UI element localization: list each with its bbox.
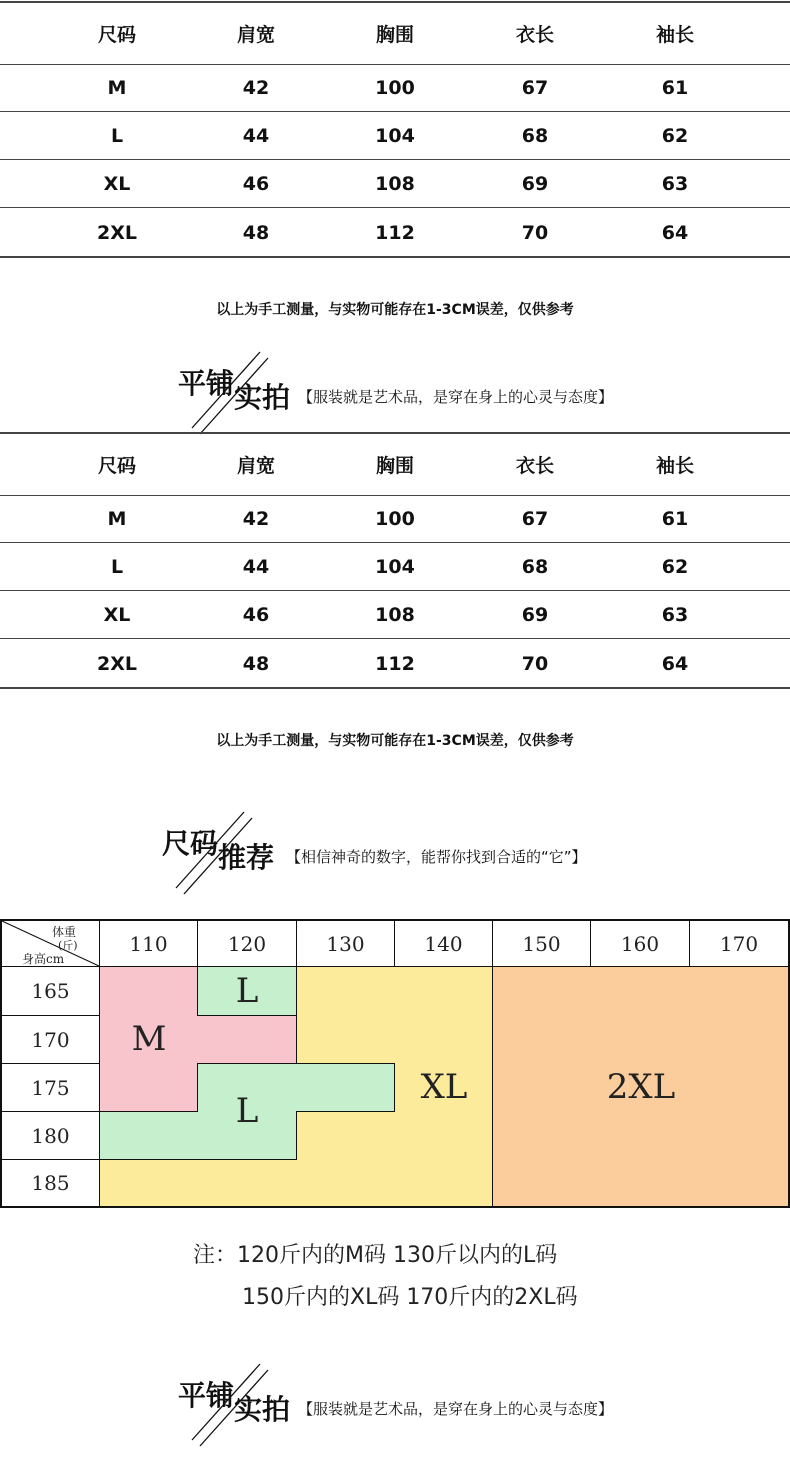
footnote-line-2: 150斤内的XL码 170斤内的2XL码 <box>242 1285 578 1310</box>
cell-length: 68 <box>521 555 549 578</box>
cell-length: 69 <box>521 172 549 195</box>
cell-sleeve: 63 <box>661 603 689 626</box>
weight-header: 170 <box>719 931 759 956</box>
cell-chest: 112 <box>375 652 415 675</box>
heading-tagline: 【相信神奇的数字，能帮你找到合适的“它”】 <box>286 848 587 866</box>
footnote-line-1: 注：120斤内的M码 130斤以内的L码 <box>193 1243 558 1268</box>
cell-chest: 104 <box>375 555 415 578</box>
zone-boundary <box>296 1111 395 1112</box>
header-length: 衣长 <box>515 24 554 46</box>
zone-boundary <box>296 967 297 1063</box>
cell-length: 67 <box>521 77 549 99</box>
cell-chest: 108 <box>375 603 415 626</box>
cell-shoulder: 46 <box>242 603 270 626</box>
table-row <box>0 496 790 542</box>
corner-weight-unit: (斤) <box>58 939 78 952</box>
cell-sleeve: 64 <box>661 652 689 675</box>
heading-word-2: 实拍 <box>234 381 291 414</box>
weight-header: 130 <box>326 931 365 956</box>
header-sleeve: 袖长 <box>655 24 694 46</box>
zone-m <box>198 1015 297 1063</box>
table-header-row <box>0 434 790 495</box>
cell-size: XL <box>103 172 131 195</box>
cell-shoulder: 42 <box>242 77 270 99</box>
table-row <box>0 112 790 159</box>
cell-length: 67 <box>521 508 549 530</box>
weight-header: 110 <box>129 931 168 956</box>
zone-boundary <box>197 1015 297 1016</box>
table-row <box>0 208 790 257</box>
zone-boundary <box>296 1111 297 1159</box>
cell-shoulder: 48 <box>242 652 270 675</box>
table-row <box>0 543 790 590</box>
cell-shoulder: 46 <box>242 172 270 195</box>
header-size: 尺码 <box>97 455 136 477</box>
heading-word-1: 尺码 <box>162 827 219 860</box>
header-size: 尺码 <box>97 24 136 46</box>
cell-length: 70 <box>521 221 549 244</box>
cell-chest: 108 <box>375 172 415 195</box>
zone-label-xl: XL <box>420 1067 468 1107</box>
section-heading-flat <box>178 1360 678 1445</box>
cell-size: L <box>110 124 124 147</box>
height-header: 185 <box>31 1171 70 1195</box>
corner-height-label: 身高cm <box>22 952 65 966</box>
cell-size: M <box>107 77 127 99</box>
cell-chest: 104 <box>375 124 415 147</box>
zone-boundary <box>100 1111 198 1112</box>
grid-line <box>0 966 790 967</box>
heading-tagline: 【服装就是艺术品，是穿在身上的心灵与态度】 <box>298 388 614 406</box>
section-heading-flat <box>178 348 678 433</box>
cell-sleeve: 63 <box>661 172 689 195</box>
weight-header: 160 <box>620 931 660 956</box>
heading-word-1: 平铺 <box>178 367 235 400</box>
table-row <box>0 639 790 688</box>
cell-length: 68 <box>521 124 549 147</box>
cell-shoulder: 44 <box>242 124 270 147</box>
cell-sleeve: 62 <box>661 124 689 147</box>
cell-chest: 112 <box>375 221 415 244</box>
heading-tagline: 【服装就是艺术品，是穿在身上的心灵与态度】 <box>298 1400 614 1418</box>
zone-label-l-bottom: L <box>235 1091 259 1131</box>
weight-header: 150 <box>522 931 561 956</box>
table-header-row <box>0 3 790 64</box>
size-recommendation-grid <box>0 919 790 1208</box>
cell-size: 2XL <box>97 221 137 244</box>
table-bottom-border <box>0 687 790 689</box>
height-header: 180 <box>31 1123 70 1148</box>
cell-shoulder: 48 <box>242 221 270 244</box>
zone-boundary <box>197 1063 395 1064</box>
measure-note: 以上为手工测量，与实物可能存在1-3CM误差，仅供参考 <box>216 733 574 749</box>
weight-header: 140 <box>424 931 463 956</box>
header-sleeve: 袖长 <box>655 455 694 477</box>
weight-header: 120 <box>227 931 267 956</box>
cell-size: M <box>107 508 127 530</box>
cell-shoulder: 44 <box>242 555 270 578</box>
table-bottom-border <box>0 256 790 258</box>
header-shoulder: 肩宽 <box>236 455 275 477</box>
height-header: 175 <box>31 1075 70 1100</box>
grid-border <box>0 1206 790 1208</box>
zone-label-m: M <box>131 1019 167 1059</box>
cell-sleeve: 61 <box>661 508 689 530</box>
corner-weight-label: 体重 <box>52 925 77 939</box>
zone-boundary <box>100 1159 297 1160</box>
cell-length: 69 <box>521 603 549 626</box>
table-row <box>0 591 790 638</box>
zone-label-2xl: 2XL <box>606 1067 676 1107</box>
section-heading-recommend <box>162 812 682 897</box>
heading-word-2: 实拍 <box>234 1393 291 1426</box>
cell-sleeve: 64 <box>661 221 689 244</box>
heading-word-1: 平铺 <box>178 1379 235 1412</box>
cell-shoulder: 42 <box>242 508 270 530</box>
cell-size: 2XL <box>97 652 137 675</box>
cell-sleeve: 61 <box>661 77 689 99</box>
height-header: 170 <box>31 1027 70 1052</box>
cell-size: L <box>110 555 124 578</box>
header-length: 衣长 <box>515 455 554 477</box>
cell-length: 70 <box>521 652 549 675</box>
cell-size: XL <box>103 603 131 626</box>
header-chest: 胸围 <box>375 455 414 477</box>
table-row <box>0 160 790 207</box>
height-header: 165 <box>31 979 70 1003</box>
header-chest: 胸围 <box>375 24 414 46</box>
cell-chest: 100 <box>375 508 415 530</box>
measure-note: 以上为手工测量，与实物可能存在1-3CM误差，仅供参考 <box>216 302 574 318</box>
header-shoulder: 肩宽 <box>236 24 275 46</box>
zone-label-l-top: L <box>235 971 259 1011</box>
cell-chest: 100 <box>375 77 415 99</box>
cell-sleeve: 62 <box>661 555 689 578</box>
table-row <box>0 65 790 111</box>
heading-word-2: 推荐 <box>218 841 275 874</box>
